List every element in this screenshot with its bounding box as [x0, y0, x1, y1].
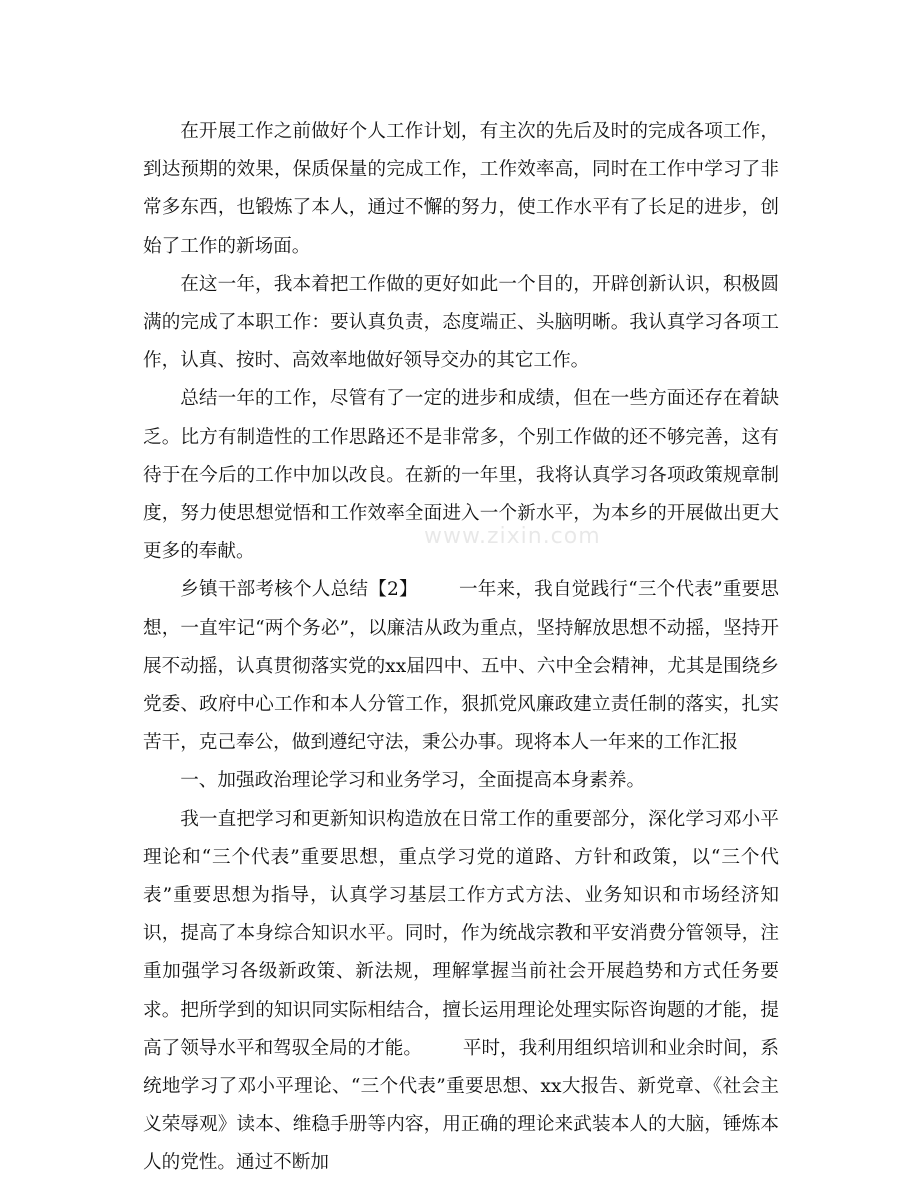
- paragraph-5: 一、加强政治理论学习和业务学习，全面提高本身素养。: [180, 770, 646, 792]
- paragraph-4: [143, 571, 779, 762]
- paragraph-6: [143, 801, 779, 1183]
- paragraph-1: 在开展工作之前做好个人工作计划，有主次的先后及时的完成各项工作，到达预期的效果，保质保量的完成工作，工作效率高，同时在工作中学习了非常多东西，也锻炼了本人，通过不懈的努力，使工作水平有了长足的进步，创始了工作的新场面。: [143, 121, 779, 257]
- paragraph-6-part-1: 我一直把学习和更新知识构造放在日常工作的重要部分，深化学习邓小平理论和“三个代表”重要思想，重点学习党的道路、方针和政策，以“三个代表”重要思想为指导，认真学习基层工作方式方法、业务知识和市场经济知识，提高了本身综合知识水平。同时，作为统战宗教和平安消费分管领导，注重加强学习各级新政策、新法规，理解掌握当前社会开展趋势和方式任务要求。把所学到的知识同实际相结合，擅长运用理论处理实际咨询题的才能，提高了领导水平和驾驭全局的才能。: [143, 808, 779, 1059]
- paragraph-4-body: 一年来，我自觉践行“三个代表”重要思想，一直牢记“两个务必”，以廉洁从政为重点，坚持解放思想不动摇，坚持开展不动摇，认真贯彻落实党的xx届四中、五中、六中全会精神，尤其是围绕乡党委、政府中心工作和本人分管工作，狠抓党风廉政建立责任制的落实，扎实苦干，克己奉公，做到遵纪守法，秉公办事。现将本人一年来的工作汇报: [143, 579, 779, 754]
- paragraph-6-part-2: 平时，我利用组织培训和业余时间，系统地学习了邓小平理论、“三个代表”重要思想、xx大报告、新党章、《社会主义荣辱观》读本、维稳手册等内容，用正确的理论来武装本人的大脑，锤炼本人的党性。通过不断加: [143, 1037, 779, 1174]
- paragraph-3: 总结一年的工作，尽管有了一定的进步和成绩，但在一些方面还存在着缺乏。比方有制造性的工作思路还不是非常多，个别工作做的还不够完善，这有待于在今后的工作中加以改良。在新的一年里，我将认真学习各项政策规章制度，努力使思想觉悟和工作效率全面进入一个新水平，为本乡的开展做出更大更多的奉献。: [143, 388, 779, 563]
- document-body: [143, 113, 779, 1183]
- section-heading: 乡镇干部考核个人总结【2】: [180, 579, 418, 601]
- watermark: www.zixin.com: [424, 524, 601, 549]
- paragraph-2: 在这一年，我本着把工作做的更好如此一个目的，开辟创新认识，积极圆满的完成了本职工作：要认真负责，态度端正、头脑明晰。我认真学习各项工作，认真、按时、高效率地做好领导交办的其它工作。: [143, 273, 779, 372]
